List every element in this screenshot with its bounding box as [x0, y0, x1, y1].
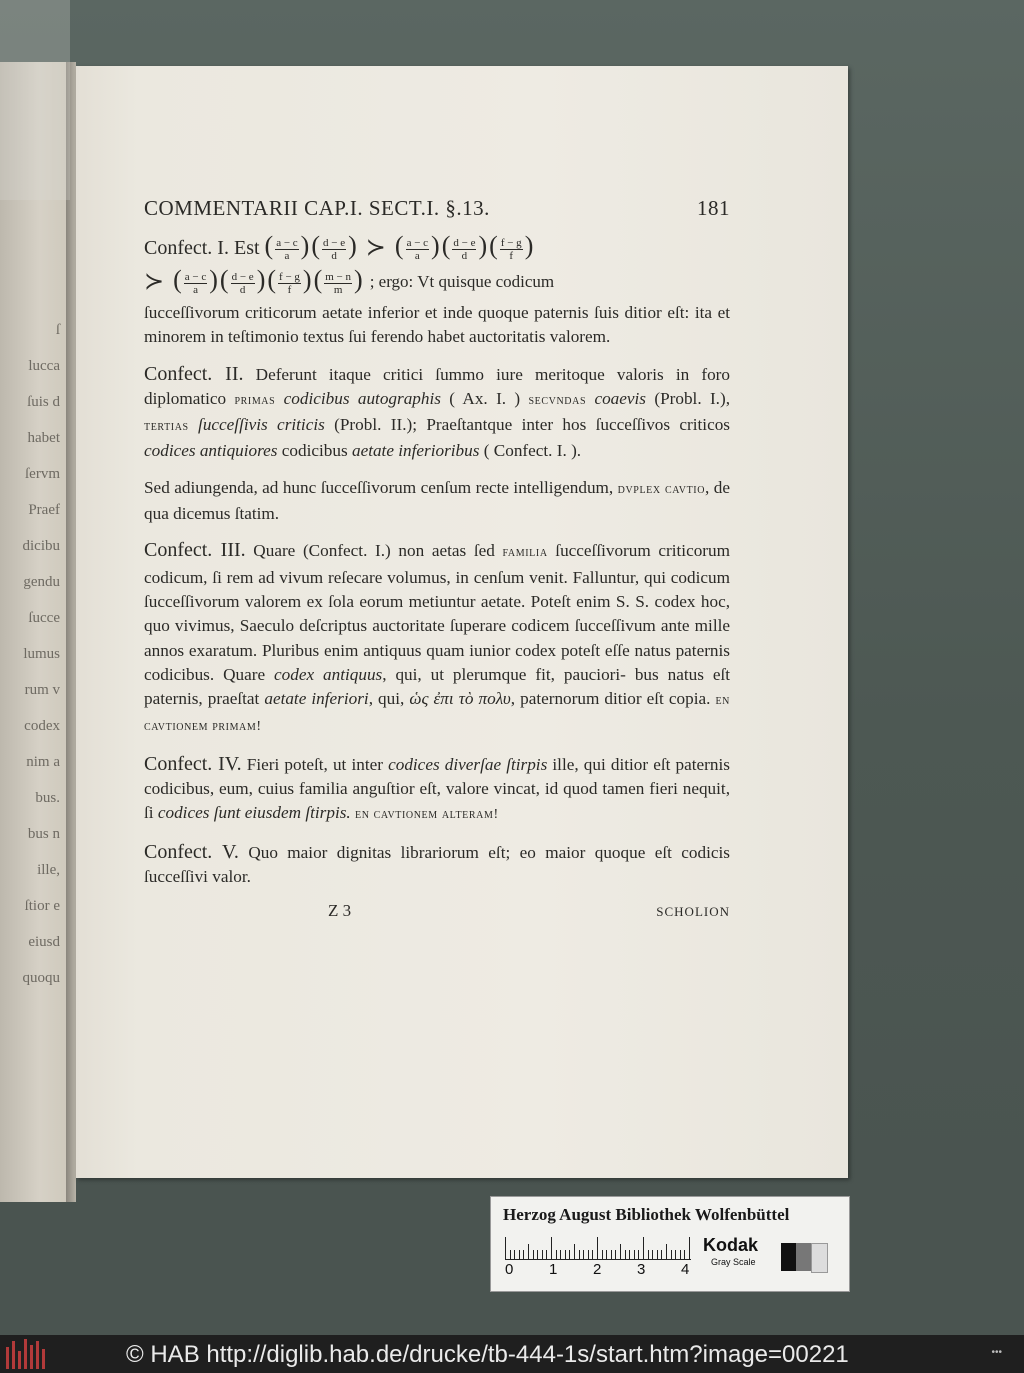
greek-text: ὡς ἐπι τὸ πολυ — [409, 689, 511, 709]
catchword: SCHOLION — [656, 904, 730, 920]
signature-mark: Z 3 — [328, 901, 352, 921]
small-caps: en cavtionem alteram! — [355, 807, 499, 823]
formula-line-2 — [144, 265, 730, 299]
paren-open: ( — [264, 231, 274, 260]
denominator: a — [284, 249, 290, 262]
ruler-tick — [611, 1250, 612, 1259]
scale-number: 1 — [549, 1261, 558, 1278]
scale-number: 0 — [505, 1261, 514, 1278]
page-gutter — [66, 62, 76, 1202]
ruler-tick — [565, 1250, 566, 1259]
text: Quo maior dignitas librariorum eſt; eo maior quoque eſt codicis ſucceſſivi valor. — [144, 842, 730, 886]
text: Fieri poteſt, ut inter — [241, 754, 389, 774]
text: (Probl. II.); Praeſtantque inter hos ſucceſſivos criticos — [324, 415, 730, 435]
denominator: m — [333, 283, 343, 296]
gray-scale-label: Gray Scale — [711, 1257, 756, 1267]
small-caps: tertias — [144, 419, 189, 435]
footer-bar — [0, 1335, 1024, 1373]
numerator: f − g — [279, 270, 300, 283]
ruler-tick — [657, 1250, 658, 1259]
paren-close: ) — [478, 231, 488, 260]
fraction — [231, 271, 255, 296]
text: ( Ax. I. ) — [440, 388, 529, 408]
page-content — [144, 196, 730, 921]
ruler-tick — [514, 1250, 515, 1259]
paren-close: ) — [302, 265, 312, 294]
running-head-title: COMMENTARII CAP.I. SECT.I. §.13. — [144, 196, 490, 220]
italic: codices antiquiores — [144, 441, 278, 461]
paragraph-3 — [144, 476, 730, 527]
paren-close: ) — [348, 231, 357, 260]
facing-page-fragment: codex — [24, 718, 60, 734]
ruler-tick — [579, 1250, 580, 1259]
ruler-tick — [666, 1244, 667, 1259]
facing-page-fragment: Praef — [28, 502, 60, 518]
ruler-tick — [643, 1237, 644, 1259]
ruler-tick — [551, 1237, 552, 1259]
fraction — [500, 237, 523, 262]
ruler-tick — [546, 1250, 547, 1259]
paren-open: ( — [311, 231, 321, 260]
paren-open: ( — [313, 265, 323, 294]
denominator: a — [193, 283, 198, 296]
numerator: m − n — [325, 270, 352, 283]
text: , qui, ut plerumque fit, pauciori- bus natus eſt paternis, praeſtat — [144, 664, 731, 709]
italic: codices ſunt eiusdem ſtirpis. — [157, 803, 351, 823]
logo-bar — [18, 1351, 21, 1369]
facing-page-fragment: lucca — [28, 358, 60, 374]
small-caps: familia — [502, 545, 548, 561]
small-caps: dvplex cavtio — [617, 481, 706, 497]
paragraph-4 — [144, 538, 730, 739]
logo-bar — [30, 1345, 33, 1369]
section-lead: Confect. II. — [144, 362, 244, 385]
facing-page-fragment: ille, — [37, 862, 60, 878]
ruler-tick — [671, 1250, 672, 1259]
white-swatch — [811, 1243, 828, 1273]
ruler-tick — [634, 1250, 635, 1259]
paren-close: ) — [209, 265, 218, 294]
paren-open: ( — [267, 265, 277, 294]
facing-page-fragment: ſucce — [28, 610, 60, 626]
paragraph-2 — [144, 362, 730, 464]
fraction — [324, 271, 352, 296]
small-caps: secvndas — [528, 392, 587, 408]
running-head — [144, 196, 730, 221]
ruler-tick — [510, 1250, 511, 1259]
denominator: d — [239, 283, 246, 296]
facing-page-fragment: nim a — [26, 754, 60, 770]
facing-page-fragment: bus. — [35, 790, 60, 806]
paren-close: ) — [256, 265, 266, 294]
ruler-tick — [675, 1250, 676, 1259]
ruler-tick — [588, 1250, 589, 1259]
facing-page-fragment: dicibu — [22, 538, 60, 554]
text: ſucceſſivorum criticorum codicum, ſi rem ad vivum reſecare volumus, in cenſum venit. Falluntur, qui codicum ſucceſſivorum valorem ex ſola eorum metiuntur aetate. Poteſt enim S. S. codex hoc, quo vivimus, Saeculo deſcriptus auctoritate ſuperare codicem ſucceſſivum ante mille annos exaratum. Pluribus enim antiquus quam iunior codex poteſt eſſe natus paternis codicibus. Quare — [144, 541, 730, 684]
color-calibration-card — [490, 1196, 850, 1292]
denominator: f — [509, 249, 514, 262]
scale-ruler — [505, 1235, 691, 1260]
text: ( Confect. I. ). — [479, 441, 582, 461]
page-footer — [144, 901, 730, 921]
ruler-tick — [638, 1250, 639, 1259]
logo-bar — [12, 1341, 15, 1369]
scale-number: 3 — [637, 1261, 646, 1278]
formula-lead: Confect. I. Est — [144, 237, 260, 259]
paren-close: ) — [354, 265, 363, 294]
book-page — [76, 66, 848, 1178]
denominator: d — [461, 249, 468, 262]
small-caps: primas — [234, 392, 276, 408]
facing-page-fragment: bus n — [27, 826, 60, 842]
ruler-tick — [597, 1237, 598, 1259]
numerator: f − g — [500, 236, 522, 249]
italic: coaevis — [586, 388, 646, 408]
numerator: d − e — [231, 270, 254, 283]
formula-line-1 — [144, 231, 730, 265]
fraction — [452, 237, 476, 262]
formula-group-1 — [264, 231, 358, 265]
italic: codex antiquus — [274, 664, 383, 684]
ruler-tick — [592, 1250, 593, 1259]
facing-page-fragment: lumus — [23, 646, 60, 662]
ruler-tick — [661, 1250, 662, 1259]
italic: aetate inferiori — [264, 689, 369, 709]
formula-gt-2: ≻ — [144, 269, 165, 295]
ruler-tick — [606, 1250, 607, 1259]
ruler-tick — [556, 1250, 557, 1259]
paren-close: ) — [300, 231, 310, 260]
facing-page-fragment: quoqu — [22, 970, 60, 986]
menu-dots-icon[interactable]: ••• — [991, 1347, 1002, 1358]
italic: codices diverſae ſtirpis — [388, 754, 548, 774]
text: codicibus — [277, 441, 352, 461]
kodak-logo: Kodak — [703, 1235, 759, 1255]
paren-open: ( — [173, 265, 182, 294]
ruler-tick — [574, 1244, 575, 1259]
ruler-tick — [537, 1250, 538, 1259]
paren-open: ( — [219, 265, 229, 294]
ruler-tick — [684, 1250, 685, 1259]
section-lead: Confect. IV. — [144, 752, 242, 775]
paragraph-1: ſucceſſivorum criticorum aetate inferior et inde quoque paternis ſuis ditior eſt: ita et minorem in teſtimonio textus ſui ferendo habet auctoritatis valorem. — [144, 303, 730, 347]
text: , de qua dicemus ſtatim. — [144, 477, 730, 524]
facing-page-fragment: eiusd — [28, 934, 60, 950]
ruler-tick — [583, 1250, 584, 1259]
text: Quare (Confect. I.) non aetas ſed — [245, 541, 503, 561]
facing-page-fragment: ſervm — [25, 466, 60, 482]
paragraph-5 — [144, 752, 730, 828]
logo-bar — [24, 1339, 27, 1369]
italic: ſucceſſivis criticis — [188, 415, 325, 435]
facing-page-fragment: rum v — [24, 682, 60, 698]
text: ille, qui ditior eſt paternis codicibus, eum, cuius familia anguſtior eſt, valore vincat, id quod tamen fieri nequit, ſi — [144, 754, 730, 823]
fraction — [278, 271, 301, 296]
ruler-tick — [560, 1250, 561, 1259]
ruler-tick — [523, 1250, 524, 1259]
ruler-tick — [620, 1244, 621, 1259]
section-lead: Confect. III. — [144, 539, 246, 562]
fraction — [184, 271, 207, 296]
denominator: d — [331, 249, 337, 262]
text: Deferunt itaque critici ſummo iure meritoque valoris in foro diplomatico — [144, 364, 730, 408]
numerator: d − e — [323, 236, 346, 249]
facing-page — [0, 62, 68, 1202]
facing-page-fragment: gendu — [23, 574, 60, 590]
numerator: a − c — [276, 236, 298, 249]
library-name: Herzog August Bibliothek Wolfenbüttel — [503, 1205, 790, 1224]
facing-page-fragment: habet — [27, 430, 60, 446]
ruler-tick — [519, 1250, 520, 1259]
text: , paternorum ditior eſt copia. — [510, 689, 716, 709]
ruler-tick — [629, 1250, 630, 1259]
scale-number: 4 — [681, 1261, 690, 1278]
formula-gt: ≻ — [365, 235, 386, 261]
fraction — [275, 237, 298, 262]
formula-group-2 — [394, 231, 534, 265]
paren-open: ( — [394, 231, 404, 260]
page-number: 181 — [697, 196, 730, 220]
ruler-tick — [689, 1237, 690, 1259]
paren-open: ( — [441, 231, 451, 260]
numerator: a − c — [406, 236, 429, 249]
ruler-tick — [680, 1250, 681, 1259]
fraction — [406, 237, 429, 262]
italic: aetate inferioribus — [351, 441, 480, 461]
paren-close: ) — [431, 231, 440, 260]
paren-close: ) — [524, 231, 534, 260]
ruler-tick — [625, 1250, 626, 1259]
small-caps: en cavtionem primam! — [144, 693, 730, 735]
paren-open: ( — [489, 231, 498, 260]
black-swatch — [781, 1243, 796, 1271]
denominator: a — [414, 249, 420, 262]
section-lead: Confect. V. — [144, 840, 239, 863]
formula-tail: ; ergo: Vt quisque codicum — [369, 272, 555, 291]
ruler-tick — [652, 1250, 653, 1259]
paragraph-6 — [144, 840, 730, 890]
text: Sed adiungenda, ad hunc ſucceſſivorum cenſum recte intelligendum, — [144, 477, 618, 497]
copyright-url[interactable]: © HAB http://diglib.hab.de/drucke/tb-444-1s/start.htm?image=00221 — [126, 1341, 849, 1368]
logo-bar — [42, 1349, 45, 1369]
hab-logo-icon — [6, 1339, 48, 1369]
facing-page-fragment: ſuis d — [27, 394, 60, 410]
numerator: d − e — [453, 236, 476, 249]
scale-number: 2 — [593, 1261, 602, 1278]
ruler-tick — [648, 1250, 649, 1259]
ruler-tick — [528, 1244, 529, 1259]
italic: codicibus autographis — [275, 388, 441, 408]
ruler-tick — [533, 1250, 534, 1259]
text: , qui, — [368, 689, 410, 709]
fraction — [322, 237, 346, 262]
ruler-tick — [569, 1250, 570, 1259]
facing-page-fragment: ſ — [55, 322, 60, 338]
logo-bar — [6, 1347, 9, 1369]
ruler-tick — [505, 1237, 506, 1259]
numerator: a − c — [184, 270, 207, 283]
denominator: f — [287, 283, 292, 296]
ruler-tick — [602, 1250, 603, 1259]
ruler-tick — [542, 1250, 543, 1259]
facing-page-fragment: ſtior e — [24, 898, 60, 914]
logo-bar — [36, 1341, 39, 1369]
formula-group-3 — [172, 265, 364, 299]
gray-swatch — [796, 1243, 811, 1271]
ruler-tick — [615, 1250, 616, 1259]
tissue-overlay — [0, 0, 70, 200]
text: (Probl. I.), — [646, 388, 730, 408]
